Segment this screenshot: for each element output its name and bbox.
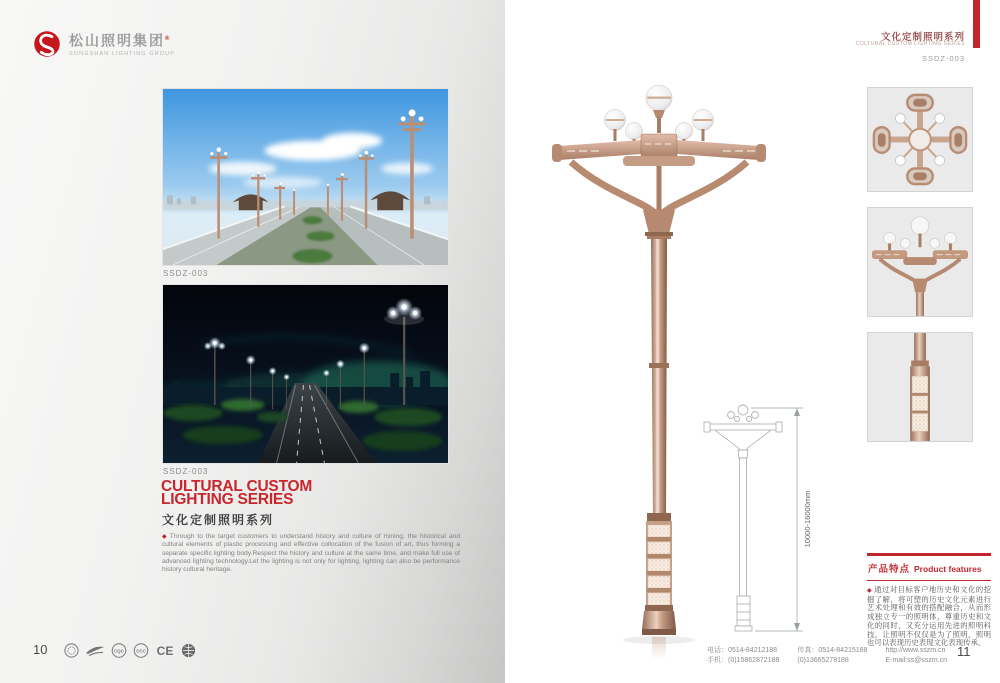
cert-badge-icon xyxy=(64,643,79,658)
mobile-1: 手机：(0)15862872188 xyxy=(707,656,780,664)
red-accent-bar xyxy=(973,0,980,48)
header-model-code: SSDZ-003 xyxy=(921,54,965,63)
mobile-2: (0)13665278188 xyxy=(797,656,849,664)
series-description xyxy=(162,533,460,574)
photo-caption: SSDZ-003 xyxy=(163,467,209,476)
photo-night-scene xyxy=(162,284,449,464)
brand-name-cn: 松山照明集团 xyxy=(69,32,165,49)
detail-top-view-illustration xyxy=(868,88,972,191)
header-series-cn: 文化定制照明系列 xyxy=(880,32,965,43)
right-page xyxy=(505,0,1000,683)
detail-head-view xyxy=(867,207,973,317)
fax: 传真：0514-84215188 xyxy=(797,647,868,654)
day-scene-illustration xyxy=(163,89,448,265)
cert-swoosh-icon xyxy=(85,644,105,657)
photo-caption: SSDZ-003 xyxy=(163,269,209,278)
photo-day-scene xyxy=(162,88,449,266)
brand-logo xyxy=(33,30,175,58)
page-number-right: 11 xyxy=(957,644,971,659)
svg-text:CE: CE xyxy=(156,644,174,658)
night-scene-illustration xyxy=(163,285,448,463)
description-text: Through to the target customers to understand history and culture of mining, the historical and cultural elements of plastic processing and effective collocation of the fusion of art, thus forming a separate specific lighting body.Respect the history and culture at the same time, and make full use of advanced lighting technology.Let the lighting is not only for lighting, lighting can also be performance history cultural heritage. xyxy=(162,533,460,574)
contact-info xyxy=(707,646,965,665)
svg-text:CCC: CCC xyxy=(136,648,146,654)
detail-pole-view xyxy=(867,332,973,442)
email: E-mail:ss@sszm.cn xyxy=(885,656,948,664)
bullet-icon: ◆ xyxy=(867,588,873,594)
phone: 电话：0514-84212188 xyxy=(707,647,778,654)
cert-globe-icon xyxy=(181,643,196,658)
detail-pole-illustration xyxy=(868,333,972,441)
dimension-drawing xyxy=(693,398,815,643)
svg-text:CQC: CQC xyxy=(114,648,124,654)
registered-mark: ® xyxy=(165,36,170,42)
cert-ce-icon xyxy=(155,643,175,658)
songshan-logo-icon xyxy=(33,30,61,58)
brand-name-en: SONGSHAN LIGHTING GROUP xyxy=(69,50,175,57)
series-title-cn: 文化定制照明系列 xyxy=(162,513,275,527)
product-features-heading: 产品特点 Product features xyxy=(867,553,991,581)
detail-top-view xyxy=(867,87,973,192)
cert-ccc-icon xyxy=(133,643,149,658)
website-url: http://www.sszm.cn xyxy=(885,647,946,654)
series-title-en: CULTURAL CUSTOM LIGHTING SERIES xyxy=(161,478,313,508)
cert-cqc-icon xyxy=(111,643,127,658)
detail-head-illustration xyxy=(868,208,972,316)
product-features xyxy=(867,553,991,648)
header-series-en: CULTURAL CUSTOM LIGHTING SERIES xyxy=(855,41,965,47)
brand-text xyxy=(69,30,175,57)
dimension-label: 10000-16000mm xyxy=(803,490,812,548)
product-features-text: ◆ 通过对目标客户地历史和文化的挖掘了解，将可塑的历史文化元素进行艺术处理和有效的搭配融合，从而形成独立专一的照明体，尊重历史和文化的同时，又充分运用先进的照明科技，让照明不仅仅是为了照明，照明也可以表现历史表现文化表现传承。 xyxy=(867,585,991,648)
bullet-icon: ◆ xyxy=(162,534,168,540)
page-number-left: 10 xyxy=(33,642,48,657)
certification-icons xyxy=(64,643,196,658)
